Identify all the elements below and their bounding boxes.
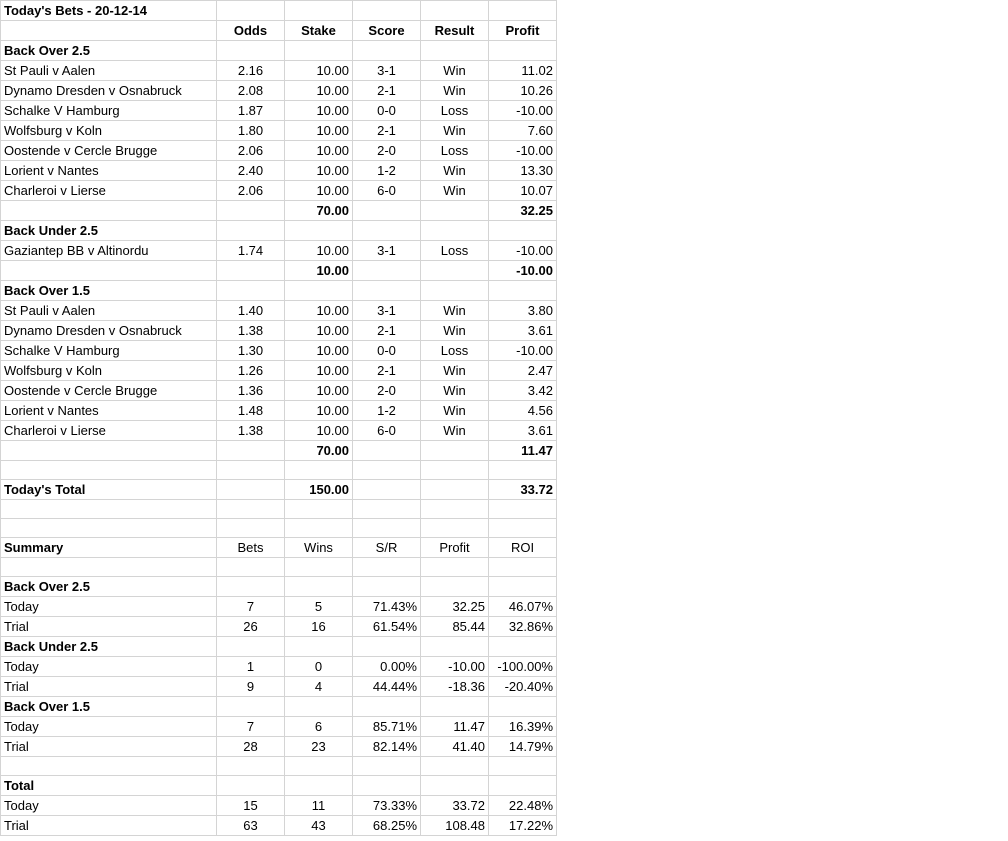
summary-row: [1, 717, 557, 737]
cell-odds[interactable]: [217, 500, 285, 519]
bet-row: [1, 381, 557, 401]
cell-result[interactable]: [421, 757, 489, 776]
cell-score[interactable]: [353, 441, 421, 461]
cell-match[interactable]: [1, 261, 217, 281]
cell-result[interactable]: 85.44: [421, 617, 489, 637]
cell-profit[interactable]: [489, 776, 557, 796]
cell-stake[interactable]: 10.00: [285, 241, 353, 261]
cell-stake[interactable]: 10.00: [285, 121, 353, 141]
cell-match[interactable]: Lorient v Nantes: [1, 161, 217, 181]
cell-match[interactable]: Today: [1, 657, 217, 677]
summary-row: [1, 617, 557, 637]
cell-match[interactable]: Trial: [1, 677, 217, 697]
cell-score[interactable]: 2-0: [353, 141, 421, 161]
cell-match[interactable]: Lorient v Nantes: [1, 401, 217, 421]
cell-match[interactable]: [1, 519, 217, 538]
cell-score[interactable]: 3-1: [353, 301, 421, 321]
cell-score[interactable]: 6-0: [353, 181, 421, 201]
cell-result[interactable]: [421, 776, 489, 796]
cell-odds[interactable]: 2.06: [217, 181, 285, 201]
cell-stake[interactable]: [285, 558, 353, 577]
cell-score[interactable]: 6-0: [353, 421, 421, 441]
cell-result[interactable]: 32.25: [421, 597, 489, 617]
cell-match[interactable]: [1, 461, 217, 480]
cell-stake[interactable]: 10.00: [285, 361, 353, 381]
bet-row: [1, 341, 557, 361]
summary-row: [1, 657, 557, 677]
cell-result[interactable]: Win: [421, 61, 489, 81]
cell-profit[interactable]: [489, 461, 557, 480]
cell-stake[interactable]: 10.00: [285, 81, 353, 101]
cell-match[interactable]: [1, 558, 217, 577]
subtotal-row: [1, 261, 557, 281]
cell-score[interactable]: [353, 1, 421, 21]
summary-section-back-over-1-5: [1, 697, 557, 717]
cell-profit[interactable]: 10.26: [489, 81, 557, 101]
cell-profit[interactable]: 3.42: [489, 381, 557, 401]
cell-score[interactable]: [353, 261, 421, 281]
cell-match[interactable]: Today: [1, 717, 217, 737]
bet-row: [1, 81, 557, 101]
cell-result[interactable]: [421, 637, 489, 657]
cell-score[interactable]: [353, 500, 421, 519]
cell-odds[interactable]: [217, 41, 285, 61]
cell-stake[interactable]: 0: [285, 657, 353, 677]
cell-result[interactable]: 11.47: [421, 717, 489, 737]
cell-score[interactable]: 3-1: [353, 241, 421, 261]
cell-odds[interactable]: [217, 1, 285, 21]
cell-odds[interactable]: [217, 558, 285, 577]
section-back-over-1-5: [1, 281, 557, 301]
cell-result[interactable]: Win: [421, 81, 489, 101]
cell-stake[interactable]: 10.00: [285, 141, 353, 161]
bet-row: [1, 141, 557, 161]
cell-odds[interactable]: 2.40: [217, 161, 285, 181]
cell-odds[interactable]: 1.48: [217, 401, 285, 421]
cell-stake[interactable]: Stake: [285, 21, 353, 41]
cell-odds[interactable]: Bets: [217, 538, 285, 558]
cell-stake[interactable]: 6: [285, 717, 353, 737]
cell-score[interactable]: 2-1: [353, 121, 421, 141]
cell-stake[interactable]: 10.00: [285, 381, 353, 401]
cell-stake[interactable]: [285, 577, 353, 597]
cell-stake[interactable]: 11: [285, 796, 353, 816]
cell-odds[interactable]: 9: [217, 677, 285, 697]
cell-stake[interactable]: 10.00: [285, 181, 353, 201]
summary-section-back-over-2-5: [1, 577, 557, 597]
todays-total-row: [1, 480, 557, 500]
cell-profit[interactable]: 3.80: [489, 301, 557, 321]
cell-odds[interactable]: [217, 201, 285, 221]
cell-match[interactable]: Schalke V Hamburg: [1, 341, 217, 361]
cell-odds[interactable]: 63: [217, 816, 285, 836]
cell-odds[interactable]: 2.16: [217, 61, 285, 81]
cell-profit[interactable]: -20.40%: [489, 677, 557, 697]
cell-profit[interactable]: 16.39%: [489, 717, 557, 737]
cell-result[interactable]: [421, 519, 489, 538]
cell-odds[interactable]: [217, 776, 285, 796]
cell-match[interactable]: [1, 757, 217, 776]
cell-score[interactable]: 2-1: [353, 81, 421, 101]
cell-odds[interactable]: 1.40: [217, 301, 285, 321]
cell-result[interactable]: [421, 1, 489, 21]
cell-match[interactable]: [1, 21, 217, 41]
subtotal-row: [1, 441, 557, 461]
cell-profit[interactable]: [489, 637, 557, 657]
cell-odds[interactable]: 1.87: [217, 101, 285, 121]
cell-result[interactable]: -10.00: [421, 657, 489, 677]
cell-profit[interactable]: -10.00: [489, 261, 557, 281]
cell-match[interactable]: Oostende v Cercle Brugge: [1, 141, 217, 161]
cell-stake[interactable]: [285, 519, 353, 538]
section-back-over-2-5: [1, 41, 557, 61]
empty-row: [1, 757, 557, 776]
cell-score[interactable]: 0-0: [353, 341, 421, 361]
cell-match[interactable]: Total: [1, 776, 217, 796]
cell-odds[interactable]: 1.38: [217, 421, 285, 441]
cell-result[interactable]: Win: [421, 421, 489, 441]
cell-result[interactable]: [421, 221, 489, 241]
bet-row: [1, 61, 557, 81]
cell-result[interactable]: [421, 577, 489, 597]
cell-profit[interactable]: [489, 500, 557, 519]
cell-odds[interactable]: 2.06: [217, 141, 285, 161]
cell-match[interactable]: Dynamo Dresden v Osnabruck: [1, 321, 217, 341]
cell-score[interactable]: 0.00%: [353, 657, 421, 677]
cell-match[interactable]: Today's Total: [1, 480, 217, 500]
cell-stake[interactable]: 150.00: [285, 480, 353, 500]
cell-score[interactable]: [353, 558, 421, 577]
cell-result[interactable]: Win: [421, 361, 489, 381]
cell-match[interactable]: Gaziantep BB v Altinordu: [1, 241, 217, 261]
cell-odds[interactable]: 1.30: [217, 341, 285, 361]
cell-profit[interactable]: -100.00%: [489, 657, 557, 677]
cell-odds[interactable]: 28: [217, 737, 285, 757]
cell-stake[interactable]: 70.00: [285, 201, 353, 221]
cell-result[interactable]: [421, 480, 489, 500]
cell-score[interactable]: 71.43%: [353, 597, 421, 617]
bet-row: [1, 161, 557, 181]
cell-odds[interactable]: 1.38: [217, 321, 285, 341]
cell-match[interactable]: Charleroi v Lierse: [1, 181, 217, 201]
cell-profit[interactable]: [489, 558, 557, 577]
cell-score[interactable]: [353, 776, 421, 796]
cell-odds[interactable]: 26: [217, 617, 285, 637]
cell-match[interactable]: Back Over 2.5: [1, 41, 217, 61]
cell-odds[interactable]: 7: [217, 597, 285, 617]
summary-row: [1, 737, 557, 757]
cell-result[interactable]: 108.48: [421, 816, 489, 836]
cell-score[interactable]: 1-2: [353, 401, 421, 421]
cell-profit[interactable]: -10.00: [489, 101, 557, 121]
cell-score[interactable]: [353, 221, 421, 241]
cell-match[interactable]: Back Over 1.5: [1, 281, 217, 301]
cell-score[interactable]: [353, 41, 421, 61]
cell-score[interactable]: [353, 201, 421, 221]
cell-score[interactable]: 73.33%: [353, 796, 421, 816]
cell-profit[interactable]: -10.00: [489, 341, 557, 361]
cell-odds[interactable]: 1.80: [217, 121, 285, 141]
cell-match[interactable]: Trial: [1, 737, 217, 757]
cell-stake[interactable]: [285, 500, 353, 519]
cell-profit[interactable]: 22.48%: [489, 796, 557, 816]
empty-row: [1, 519, 557, 538]
cell-profit[interactable]: 17.22%: [489, 816, 557, 836]
cell-score[interactable]: 85.71%: [353, 717, 421, 737]
cell-result[interactable]: 33.72: [421, 796, 489, 816]
cell-profit[interactable]: -10.00: [489, 141, 557, 161]
cell-score[interactable]: [353, 757, 421, 776]
cell-result[interactable]: [421, 500, 489, 519]
title-row: [1, 1, 557, 21]
cell-score[interactable]: 68.25%: [353, 816, 421, 836]
cell-result[interactable]: Win: [421, 401, 489, 421]
cell-stake[interactable]: [285, 697, 353, 717]
cell-stake[interactable]: Wins: [285, 538, 353, 558]
cell-match[interactable]: Today: [1, 597, 217, 617]
cell-score[interactable]: 3-1: [353, 61, 421, 81]
cell-match[interactable]: Back Under 2.5: [1, 221, 217, 241]
cell-stake[interactable]: 23: [285, 737, 353, 757]
empty-row: [1, 500, 557, 519]
cell-odds[interactable]: [217, 261, 285, 281]
cell-match[interactable]: Back Over 1.5: [1, 697, 217, 717]
cell-profit[interactable]: 14.79%: [489, 737, 557, 757]
cell-match[interactable]: Schalke V Hamburg: [1, 101, 217, 121]
cell-score[interactable]: [353, 461, 421, 480]
cell-odds[interactable]: 1.36: [217, 381, 285, 401]
cell-stake[interactable]: 70.00: [285, 441, 353, 461]
summary-header-row: [1, 538, 557, 558]
cell-stake[interactable]: [285, 221, 353, 241]
cell-result[interactable]: [421, 697, 489, 717]
cell-odds[interactable]: [217, 461, 285, 480]
cell-match[interactable]: Today: [1, 796, 217, 816]
subtotal-row: [1, 201, 557, 221]
cell-profit[interactable]: 33.72: [489, 480, 557, 500]
cell-match[interactable]: Trial: [1, 816, 217, 836]
bet-row: [1, 241, 557, 261]
cell-odds[interactable]: 15: [217, 796, 285, 816]
cell-odds[interactable]: Odds: [217, 21, 285, 41]
bet-row: [1, 321, 557, 341]
cell-profit[interactable]: [489, 221, 557, 241]
cell-profit[interactable]: [489, 41, 557, 61]
cell-match[interactable]: Today's Bets - 20-12-14: [1, 1, 217, 21]
bet-row: [1, 421, 557, 441]
bet-row: [1, 401, 557, 421]
cell-match[interactable]: Wolfsburg v Koln: [1, 121, 217, 141]
cell-stake[interactable]: 5: [285, 597, 353, 617]
cell-stake[interactable]: 4: [285, 677, 353, 697]
summary-row: [1, 677, 557, 697]
cell-stake[interactable]: 10.00: [285, 261, 353, 281]
cell-stake[interactable]: 43: [285, 816, 353, 836]
cell-match[interactable]: [1, 441, 217, 461]
cell-match[interactable]: Wolfsburg v Koln: [1, 361, 217, 381]
cell-result[interactable]: [421, 281, 489, 301]
cell-result[interactable]: Win: [421, 381, 489, 401]
cell-stake[interactable]: 10.00: [285, 421, 353, 441]
cell-result[interactable]: [421, 558, 489, 577]
cell-odds[interactable]: [217, 281, 285, 301]
cell-odds[interactable]: 2.08: [217, 81, 285, 101]
summary-row: [1, 796, 557, 816]
cell-profit[interactable]: 46.07%: [489, 597, 557, 617]
cell-score[interactable]: 2-1: [353, 321, 421, 341]
cell-result[interactable]: -18.36: [421, 677, 489, 697]
cell-stake[interactable]: 10.00: [285, 101, 353, 121]
cell-stake[interactable]: [285, 757, 353, 776]
cell-match[interactable]: Back Under 2.5: [1, 637, 217, 657]
cell-result[interactable]: Loss: [421, 101, 489, 121]
cell-profit[interactable]: [489, 519, 557, 538]
cell-stake[interactable]: [285, 637, 353, 657]
cell-odds[interactable]: 1.26: [217, 361, 285, 381]
summary-section-back-under-2-5: [1, 637, 557, 657]
cell-profit[interactable]: 32.86%: [489, 617, 557, 637]
cell-odds[interactable]: [217, 757, 285, 776]
cell-profit[interactable]: [489, 1, 557, 21]
cell-stake[interactable]: 10.00: [285, 401, 353, 421]
cell-profit[interactable]: 13.30: [489, 161, 557, 181]
cell-stake[interactable]: 10.00: [285, 321, 353, 341]
cell-result[interactable]: [421, 41, 489, 61]
cell-profit[interactable]: Profit: [489, 21, 557, 41]
cell-stake[interactable]: [285, 281, 353, 301]
cell-profit[interactable]: ROI: [489, 538, 557, 558]
cell-score[interactable]: 2-1: [353, 361, 421, 381]
cell-profit[interactable]: 11.02: [489, 61, 557, 81]
cell-odds[interactable]: [217, 577, 285, 597]
cell-profit[interactable]: [489, 697, 557, 717]
cell-score[interactable]: [353, 697, 421, 717]
cell-stake[interactable]: [285, 41, 353, 61]
cell-stake[interactable]: [285, 776, 353, 796]
cell-result[interactable]: Win: [421, 161, 489, 181]
cell-profit[interactable]: 4.56: [489, 401, 557, 421]
cell-match[interactable]: Oostende v Cercle Brugge: [1, 381, 217, 401]
summary-row: [1, 816, 557, 836]
cell-match[interactable]: St Pauli v Aalen: [1, 61, 217, 81]
cell-result[interactable]: Loss: [421, 341, 489, 361]
cell-score[interactable]: 1-2: [353, 161, 421, 181]
cell-match[interactable]: Back Over 2.5: [1, 577, 217, 597]
cell-score[interactable]: [353, 637, 421, 657]
cell-result[interactable]: Win: [421, 301, 489, 321]
empty-row: [1, 461, 557, 480]
bet-row: [1, 101, 557, 121]
cell-odds[interactable]: 1: [217, 657, 285, 677]
cell-stake[interactable]: 16: [285, 617, 353, 637]
cell-odds[interactable]: 1.74: [217, 241, 285, 261]
cell-odds[interactable]: [217, 637, 285, 657]
summary-row: [1, 597, 557, 617]
cell-result[interactable]: Result: [421, 21, 489, 41]
cell-match[interactable]: Dynamo Dresden v Osnabruck: [1, 81, 217, 101]
cell-score[interactable]: 61.54%: [353, 617, 421, 637]
cell-profit[interactable]: [489, 577, 557, 597]
cell-profit[interactable]: 3.61: [489, 321, 557, 341]
cell-score[interactable]: 0-0: [353, 101, 421, 121]
cell-profit[interactable]: 11.47: [489, 441, 557, 461]
empty-row: [1, 558, 557, 577]
cell-profit[interactable]: [489, 757, 557, 776]
cell-match[interactable]: [1, 201, 217, 221]
cell-odds[interactable]: [217, 697, 285, 717]
cell-match[interactable]: Trial: [1, 617, 217, 637]
cell-score[interactable]: 82.14%: [353, 737, 421, 757]
cell-score[interactable]: 44.44%: [353, 677, 421, 697]
section-back-under-2-5: [1, 221, 557, 241]
summary-section-total: [1, 776, 557, 796]
cell-stake[interactable]: [285, 461, 353, 480]
bet-row: [1, 121, 557, 141]
cell-odds[interactable]: [217, 221, 285, 241]
cell-result[interactable]: Loss: [421, 141, 489, 161]
cell-profit[interactable]: [489, 281, 557, 301]
cell-match[interactable]: St Pauli v Aalen: [1, 301, 217, 321]
cell-result[interactable]: Loss: [421, 241, 489, 261]
cell-match[interactable]: [1, 500, 217, 519]
cell-odds[interactable]: [217, 441, 285, 461]
header-row: [1, 21, 557, 41]
cell-result[interactable]: Win: [421, 121, 489, 141]
cell-stake[interactable]: 10.00: [285, 161, 353, 181]
bet-row: [1, 181, 557, 201]
cell-stake[interactable]: [285, 1, 353, 21]
cell-score[interactable]: Score: [353, 21, 421, 41]
cell-result[interactable]: Win: [421, 181, 489, 201]
cell-profit[interactable]: 32.25: [489, 201, 557, 221]
cell-result[interactable]: [421, 201, 489, 221]
cell-profit[interactable]: 2.47: [489, 361, 557, 381]
cell-profit[interactable]: -10.00: [489, 241, 557, 261]
cell-match[interactable]: Charleroi v Lierse: [1, 421, 217, 441]
cell-score[interactable]: S/R: [353, 538, 421, 558]
cell-result[interactable]: 41.40: [421, 737, 489, 757]
sheet-body: [1, 1, 557, 836]
cell-stake[interactable]: 10.00: [285, 341, 353, 361]
cell-score[interactable]: [353, 577, 421, 597]
cell-result[interactable]: [421, 441, 489, 461]
cell-score[interactable]: [353, 281, 421, 301]
cell-result[interactable]: Win: [421, 321, 489, 341]
cell-stake[interactable]: 10.00: [285, 301, 353, 321]
cell-odds[interactable]: 7: [217, 717, 285, 737]
cell-score[interactable]: [353, 480, 421, 500]
cell-profit[interactable]: 10.07: [489, 181, 557, 201]
cell-match[interactable]: Summary: [1, 538, 217, 558]
cell-odds[interactable]: [217, 480, 285, 500]
cell-score[interactable]: 2-0: [353, 381, 421, 401]
cell-score[interactable]: [353, 519, 421, 538]
cell-profit[interactable]: 7.60: [489, 121, 557, 141]
cell-result[interactable]: [421, 461, 489, 480]
cell-profit[interactable]: 3.61: [489, 421, 557, 441]
cell-result[interactable]: Profit: [421, 538, 489, 558]
bet-row: [1, 361, 557, 381]
bet-row: [1, 301, 557, 321]
cell-odds[interactable]: [217, 519, 285, 538]
cell-stake[interactable]: 10.00: [285, 61, 353, 81]
cell-result[interactable]: [421, 261, 489, 281]
